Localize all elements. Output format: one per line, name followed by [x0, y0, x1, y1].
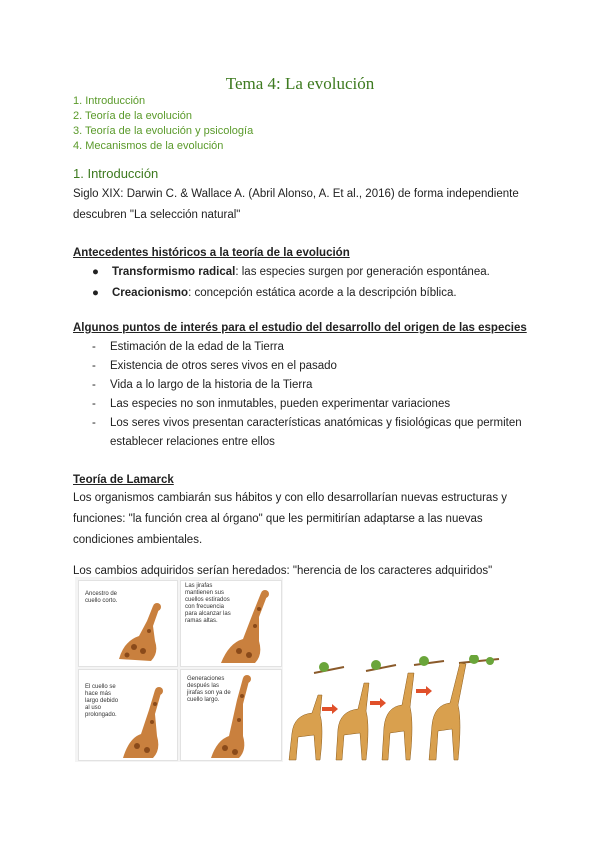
term-definition: : las especies surgen por generación espontánea.: [235, 266, 490, 278]
toc-item[interactable]: 1. Introducción: [73, 95, 146, 107]
page-title: Tema 4: La evolución: [225, 74, 375, 93]
figure-panel: [78, 580, 178, 667]
lamarck-figure: [75, 577, 283, 762]
term: Transformismo radical: [112, 266, 236, 278]
lamarck-herencia: Los cambios adquiridos serían heredados: "herencia de los caracteres adquiridos": [73, 565, 493, 577]
toc-item[interactable]: 3. Teoría de la evolución y psicología: [73, 125, 254, 137]
giraffe-illustration: [79, 670, 177, 760]
toc-item[interactable]: 4. Mecanismos de la evolución: [73, 140, 224, 152]
list-item-text: Estimación de la edad de la Tierra: [110, 341, 284, 353]
dash-icon: -: [92, 341, 96, 353]
lamarck-paragraph: [73, 488, 533, 551]
list-item: [92, 283, 522, 304]
paragraph-line: Los organismos cambiarán sus hábitos y con ello desarrollarían nuevas estructuras y: [73, 492, 508, 504]
giraffe-illustration: [79, 581, 177, 666]
term: Creacionismo: [112, 287, 189, 299]
figure-panel: [180, 669, 282, 761]
antecedentes-list: [92, 262, 522, 304]
caption: Ancestro de cuello corto.: [85, 591, 118, 604]
intro-paragraph: [73, 184, 533, 226]
caption: Generaciones después las jirafas son ya de cuello largo.: [187, 676, 231, 703]
list-item-continuation: establecer relaciones entre ellos: [110, 436, 275, 448]
intro-line: Siglo XIX: Darwin C. & Wallace A. (Abril Alonso, A. Et al., 2016) de forma independiente: [73, 188, 519, 200]
list-item: [92, 395, 532, 414]
giraffe-evolution-illustration: [284, 655, 508, 764]
list-item: [92, 357, 532, 376]
list-item: [92, 338, 532, 357]
figure-panel: [78, 669, 178, 761]
list-item: [92, 414, 532, 452]
dash-icon: -: [92, 398, 96, 410]
antecedentes-heading: Antecedentes históricos a la teoría de la evolución: [73, 247, 350, 259]
bullet-icon: ●: [92, 266, 99, 278]
section-heading-introduccion: 1. Introducción: [73, 166, 159, 181]
giraffe-illustration: [181, 581, 281, 666]
dash-icon: -: [92, 417, 96, 429]
list-item-text: Los seres vivos presentan características anatómicas y fisiológicas que permiten: [110, 417, 522, 429]
list-item-text: Existencia de otros seres vivos en el pasado: [110, 360, 337, 372]
toc-item[interactable]: 2. Teoría de la evolución: [73, 110, 193, 122]
giraffe-illustration: [181, 670, 281, 760]
dash-icon: -: [92, 379, 96, 391]
paragraph-line: condiciones ambientales.: [73, 534, 203, 546]
term-definition: : concepción estática acorde a la descripción bíblica.: [188, 287, 457, 299]
list-item-text: Las especies no son inmutables, pueden experimentar variaciones: [110, 398, 451, 410]
dash-icon: -: [92, 360, 96, 372]
intro-line: descubren "La selección natural": [73, 209, 241, 221]
lamarck-heading: Teoría de Lamarck: [73, 474, 174, 486]
bullet-icon: ●: [92, 287, 99, 299]
caption: Las jirafas mantienen sus cuellos estirados con frecuencia para alcanzar las ramas altas.: [185, 583, 231, 624]
puntos-list: [92, 338, 532, 452]
caption: El cuello se hace más largo debido al uso prolongado.: [85, 684, 119, 718]
table-of-contents: [73, 94, 253, 154]
list-item: [92, 262, 522, 283]
figure-panel: [180, 580, 282, 667]
paragraph-line: funciones: "la función crea al órgano" que les permitirían adaptarse a las nuevas: [73, 513, 483, 525]
list-item: [92, 376, 532, 395]
list-item-text: Vida a lo largo de la historia de la Tierra: [110, 379, 313, 391]
puntos-heading: Algunos puntos de interés para el estudio del desarrollo del origen de las especies: [73, 322, 527, 334]
